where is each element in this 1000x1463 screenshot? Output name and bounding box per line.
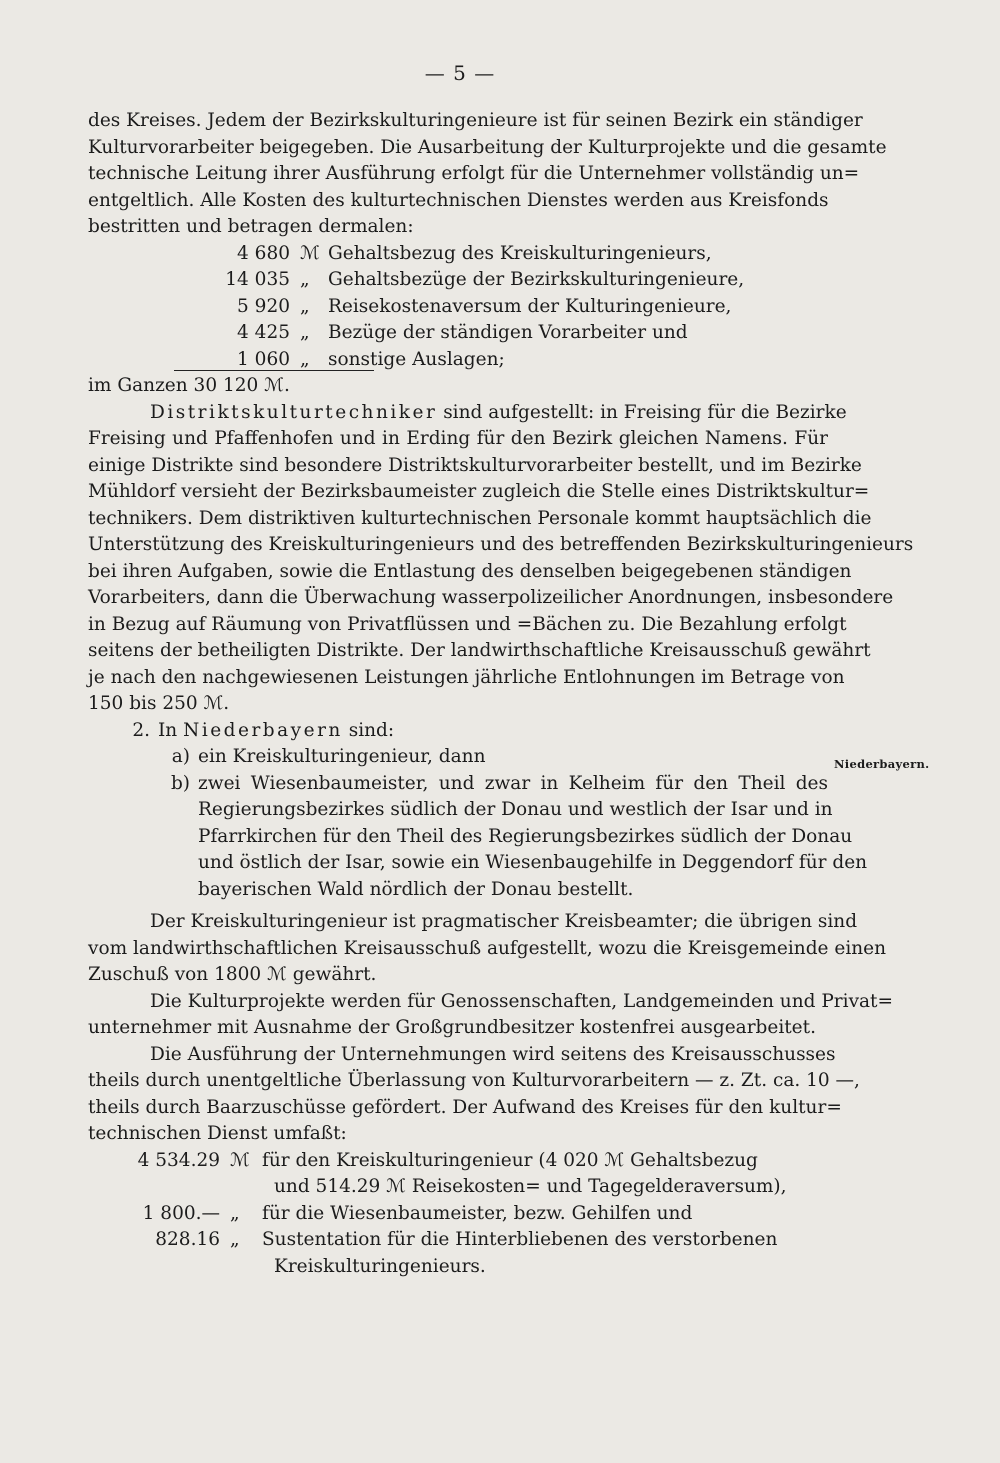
text-line: bei ihren Aufgaben, sowie die Entlastung des denselben beigegebenen ständigen <box>88 560 852 582</box>
ditto-mark: „ <box>300 322 310 343</box>
kreis-paragraph <box>88 909 887 989</box>
cost-amount: 828.16 <box>155 1229 220 1250</box>
text-line: Mühldorf versieht der Bezirksbaumeister zugleich die Stelle eines Distriktskultur= <box>88 481 870 502</box>
text-line: Die Ausführung der Unternehmungen wird seitens des Kreisausschusses <box>150 1043 836 1065</box>
salary-description: Reisekostenaversum der Kulturingenieure, <box>328 295 732 317</box>
page-number: — 5 — <box>424 61 496 85</box>
cost-item <box>88 1148 828 1175</box>
text-line: theils durch Baarzuschüsse gefördert. Der Aufwand des Kreises für den kultur= <box>88 1096 842 1118</box>
currency-mark: ℳ <box>230 1149 250 1171</box>
cost-amount: 4 534.29 <box>137 1149 220 1171</box>
section-heading <box>88 718 828 745</box>
enum-text: und östlich der Isar, sowie ein Wiesenbaugehilfe in Deggendorf für den <box>198 852 868 873</box>
text-line: Vorarbeiters, dann die Überwachung wasserpolizeilicher Anordnungen, insbesondere <box>88 587 894 608</box>
enum-text: ein Kreiskulturingenieur, dann <box>198 746 486 767</box>
total-line: im Ganzen 30 120 ℳ. <box>88 375 290 396</box>
cost-item <box>88 1227 828 1254</box>
ditto-mark: „ <box>300 295 310 317</box>
enum-marker: a) <box>171 746 190 767</box>
text-line: technischen Dienst umfaßt: <box>88 1123 347 1144</box>
district-paragraph <box>88 400 914 718</box>
text-line: seitens der betheiligten Distrikte. Der landwirthschaftliche Kreisausschuß gewährt <box>88 640 871 661</box>
cost-description-cont: Kreiskulturingenieurs. <box>274 1255 486 1277</box>
text-line: technikers. Dem distriktiven kulturtechnischen Personale kommt hauptsächlich die <box>88 507 872 529</box>
salary-amount: 1 060 <box>237 348 290 370</box>
projekte-paragraph <box>88 989 893 1042</box>
salary-item <box>88 294 828 321</box>
text-line: theils durch unentgeltliche Überlassung von Kulturvorarbeitern — z. Zt. ca. 10 —, <box>88 1070 860 1091</box>
cost-description-cont: und 514.29 ℳ Reisekosten= und Tagegelderaversum), <box>274 1176 787 1197</box>
niederbayern-section <box>88 718 868 904</box>
salary-description: Gehaltsbezüge der Bezirkskulturingenieure, <box>328 269 745 290</box>
enum-marker: b) <box>170 772 190 794</box>
cost-description: Sustentation für die Hinterbliebenen des verstorbenen <box>262 1229 778 1250</box>
ditto-mark: „ <box>300 348 310 370</box>
text-line: entgeltlich. Alle Kosten des kulturtechnischen Dienstes werden aus Kreisfonds <box>88 189 829 211</box>
ditto-mark: „ <box>230 1229 240 1250</box>
enum-item-b <box>88 771 828 798</box>
text-line: einige Distrikte sind besondere Distriktskulturvorarbeiter bestellt, und im Bezirke <box>88 454 862 476</box>
section-number: 2. <box>132 719 150 741</box>
text-line: Unterstützung des Kreiskulturingenieurs und des betreffenden Bezirkskulturingenieurs <box>88 534 914 555</box>
salary-description: Bezüge der ständigen Vorarbeiter und <box>328 322 688 343</box>
cost-description: für den Kreiskulturingenieur (4 020 ℳ Gehaltsbezug <box>262 1149 758 1171</box>
text-line: vom landwirthschaftlichen Kreisausschuß aufgestellt, wozu die Kreisgemeinde einen <box>88 937 887 959</box>
enum-text: bayerischen Wald nördlich der Donau bestellt. <box>198 878 634 900</box>
enum-text: Pfarrkirchen für den Theil des Regierungsbezirkes südlich der Donau <box>198 825 853 847</box>
text-line: in Bezug auf Räumung von Privatflüssen und =Bächen zu. Die Bezahlung erfolgt <box>88 613 847 635</box>
spaced-term: Distriktskulturtechniker <box>150 401 438 423</box>
margin-note-niederbayern: Niederbayern. <box>834 757 930 771</box>
text-line: des Kreises. Jedem der Bezirkskulturingenieure ist für seinen Bezirk ein ständiger <box>88 110 863 131</box>
salary-item <box>88 320 828 347</box>
text-line: Die Kulturprojekte werden für Genossenschaften, Landgemeinden und Privat= <box>150 990 893 1012</box>
intro-paragraph <box>88 108 887 241</box>
salary-amount: 5 920 <box>237 295 290 317</box>
text-line: Kulturvorarbeiter beigegeben. Die Ausarbeitung der Kulturprojekte und die gesamte <box>88 136 887 158</box>
salary-list <box>88 241 828 400</box>
cost-amount: 1 800.— <box>142 1202 220 1224</box>
salary-amount: 4 425 <box>237 322 290 343</box>
text-fragment: sind: <box>348 719 395 741</box>
salary-amount: 14 035 <box>225 269 290 290</box>
cost-item <box>88 1201 828 1228</box>
cost-list <box>88 1148 828 1281</box>
ditto-mark: „ <box>300 269 310 290</box>
text-line <box>88 400 847 427</box>
spaced-term: Niederbayern <box>183 719 343 741</box>
text-line: unternehmer mit Ausnahme der Großgrundbesitzer kostenfrei ausgearbeitet. <box>88 1017 816 1038</box>
salary-amount: 4 680 <box>237 242 290 264</box>
salary-description: Gehaltsbezug des Kreiskulturingenieurs, <box>328 242 712 264</box>
section-heading-text <box>158 718 394 745</box>
text-line: Der Kreiskulturingenieur ist pragmatischer Kreisbeamter; die übrigen sind <box>150 911 858 932</box>
text-line: je nach den nachgewiesenen Leistungen jährliche Entlohnungen im Betrage von <box>88 666 845 688</box>
enum-text: Regierungsbezirkes südlich der Donau und westlich der Isar und in <box>198 799 833 820</box>
text-line: Zuschuß von 1800 ℳ gewährt. <box>88 964 377 985</box>
text-line: bestritten und betragen dermalen: <box>88 216 414 237</box>
salary-description: sonstige Auslagen; <box>328 348 505 370</box>
enum-item-a <box>88 744 828 771</box>
body-text <box>88 108 914 1280</box>
text-line: technische Leitung ihrer Ausführung erfolgt für die Unternehmer vollständig un= <box>88 163 860 184</box>
text-line: 150 bis 250 ℳ. <box>88 693 230 714</box>
ausfuehrung-paragraph <box>88 1042 860 1148</box>
cost-description: für die Wiesenbaumeister, bezw. Gehilfen und <box>262 1202 693 1224</box>
text-fragment: In <box>158 719 178 741</box>
ditto-mark: „ <box>230 1202 240 1224</box>
enum-text: zwei Wiesenbaumeister, und zwar in Kelheim für den Theil des <box>198 772 828 794</box>
sum-rule-line <box>174 370 374 371</box>
text-line: Freising und Pfaffenhofen und in Erding für den Bezirk gleichen Namens. Für <box>88 428 828 449</box>
salary-item <box>88 267 828 294</box>
currency-mark: ℳ <box>300 242 320 264</box>
salary-item <box>88 241 828 268</box>
text-fragment: sind aufgestellt: in Freising für die Bezirke <box>437 401 847 423</box>
